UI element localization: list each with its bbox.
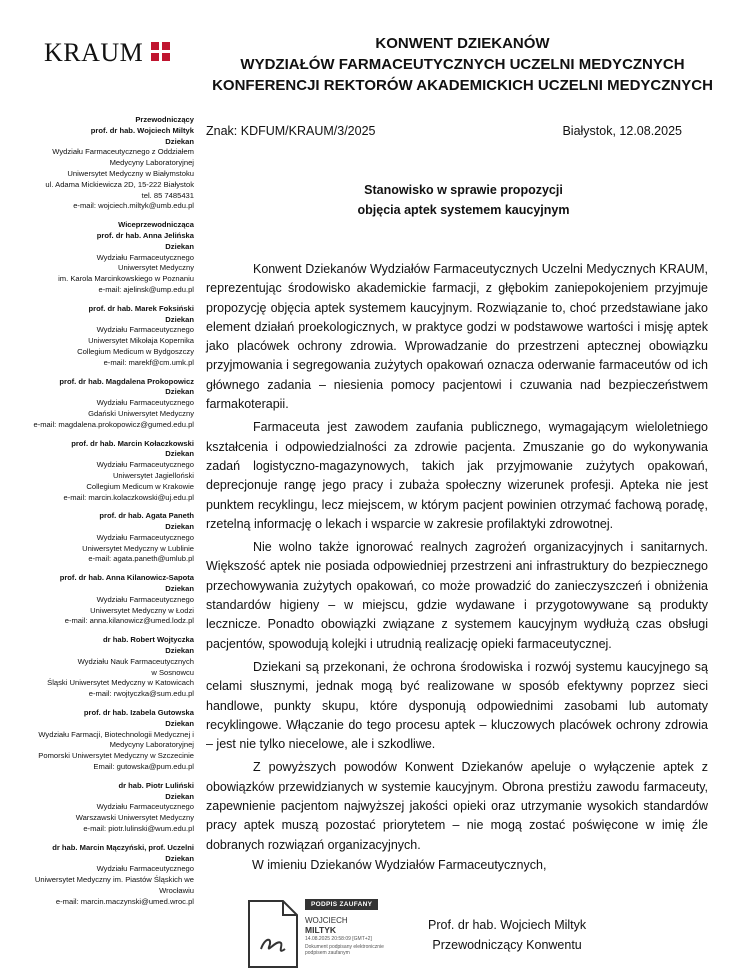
member-detail-line: Warszawski Uniwersytet Medyczny <box>75 813 194 823</box>
member-entry <box>18 377 194 431</box>
member-role: Przewodniczący <box>135 115 194 124</box>
member-position: Dziekan <box>165 646 194 656</box>
member-entry <box>18 511 194 565</box>
member-detail-line: Uniwersytet Medyczny im. Piastów Śląskich we <box>34 875 194 885</box>
member-position: Dziekan <box>165 136 194 146</box>
member-detail-line: Uniwersytet Medyczny <box>118 263 194 273</box>
member-entry <box>18 708 194 773</box>
member-detail-line: Wydziału Farmaceutycznego <box>96 325 194 335</box>
member-entry <box>18 439 194 504</box>
member-entry <box>18 781 194 835</box>
member-detail-line: e-mail: magdalena.prokopowicz@gumed.edu.pl <box>33 419 194 429</box>
stamp-note-2: podpisem zaufanym <box>305 950 350 956</box>
member-name: prof. dr hab. Agata Paneth <box>99 511 194 521</box>
member-detail-line: tel. 85 7485431 <box>141 190 194 200</box>
member-detail-line: im. Karola Marcinkowskiego w Poznaniu <box>58 274 194 284</box>
member-detail-line: Wydziału Nauk Farmaceutycznych <box>77 656 194 666</box>
member-detail-line: Wydziału Farmaceutycznego <box>96 864 194 874</box>
member-position: Dziekan <box>165 449 194 459</box>
member-detail-line: ul. Adama Mickiewicza 2D, 15-222 Białystok <box>45 179 194 189</box>
title-line-1: Stanowisko w sprawie propozycji <box>364 183 563 197</box>
paragraph-3: Nie wolno także ignorować realnych zagrożeń organizacyjnych i sanitarnych. Większość aptek nie posiada odpowiedniej przestrzeni ani infrastruktury do bezpiecznego przechowywania zużytych opakowań, co może prowadzić do zanieczyszczeń i obniżenia standardów higieny – w miejscu, gdzie wydawane i przygotowywane są produkty lecznicze. Ponadto obowiązki związane z systemem kaucyjnym wydłużą czas obsługi pacjentów, spowodują kolejki i utrudnią realizację opieki farmaceutycznej. <box>206 540 708 651</box>
member-detail-line: w Sosnowcu <box>151 667 194 677</box>
header-line-1: KONWENT DZIEKANÓW <box>375 35 550 52</box>
member-detail-line: Wydziału Farmaceutycznego <box>96 252 194 262</box>
member-name: dr hab. Robert Wojtyczka <box>103 635 194 645</box>
paragraph-2: Farmaceuta jest zawodem zaufania publicznego, wymagającym wieloletniego kształcenia i odpowiedzialności za zdrowie pacjenta. Zmuszanie go do wykonywania zadań logistyczno-magazynowych, takich jak przyjmowanie zużytych opakowań, deprecjonuje rangę jego pracy i zubaża społeczny wizerunek profesji. Apteka nie jest punktem recyklingu, lecz miejscem, w którym pacjent powinien otrzymać fachową poradę, rzetelną informację o lekach i wsparcie w zakresie profilaktyki zdrowotnej. <box>206 420 708 531</box>
member-detail-line: Uniwersytet Medyczny w Lublinie <box>82 543 194 553</box>
signoff: W imieniu Dziekanów Wydziałów Farmaceutycznych, <box>252 858 547 872</box>
member-entry <box>18 843 194 908</box>
member-detail-line: Uniwersytet Mikołaja Kopernika <box>88 336 194 346</box>
document-body <box>206 260 708 859</box>
member-position: Dziekan <box>165 853 194 863</box>
member-position: Dziekan <box>165 584 194 594</box>
paragraph-1: Konwent Dziekanów Wydziałów Farmaceutycznych Uczelni Medycznych KRAUM, reprezentując środowisko akademickie farmacji, z głębokim zaniepokojeniem przyjmuje propozycję objęcia aptek systemem kaucyjnym. Rozwiązanie to, choć przedstawiane jako element działań proekologicznych, w praktyce godzi w podstawowe wartości i misję aptek jako placówek ochrony zdrowia. Wprowadzanie do przestrzeni aptecznej obowiązku przyjmowania i segregowania zużytych opakowań oznacza oderwanie farmaceutów od ich głównego zadania – niesienia pomocy pacjentowi i czuwania nad bezpieczeństwem farmakoterapii. <box>206 262 708 412</box>
member-name: prof. dr hab. Anna Kilanowicz-Sapota <box>59 573 194 583</box>
member-detail-line: Śląski Uniwersytet Medyczny w Katowicach <box>47 678 194 688</box>
member-detail-line: Wydziału Farmacji, Biotechnologii Medycznej i <box>38 729 194 739</box>
member-position: Dziekan <box>165 387 194 397</box>
member-detail-line: e-mail: rwojtyczka@sum.edu.pl <box>88 689 194 699</box>
member-entry <box>18 220 194 296</box>
title-line-2: objęcia aptek systemem kaucyjnym <box>357 203 570 217</box>
stamp-first-name: WOJCIECH <box>305 916 348 925</box>
member-name: prof. dr hab. Anna Jelińska <box>96 230 194 240</box>
member-name: prof. dr hab. Magdalena Prokopowicz <box>59 376 194 386</box>
stamp-last-name: MILTYK <box>305 924 337 935</box>
member-detail-line: e-mail: piotr.lulinski@wum.edu.pl <box>83 824 194 834</box>
kraum-logo <box>44 38 173 68</box>
member-detail-line: e-mail: wojciech.miltyk@umb.edu.pl <box>73 201 194 211</box>
member-name: dr hab. Marcin Mączyński, prof. Uczelni <box>52 842 194 852</box>
member-detail-line: Wrocławiu <box>159 886 194 895</box>
paragraph-5: Z powyższych powodów Konwent Dziekanów apeluje o wyłączenie aptek z obowiązków przewidzianych w systemie kaucyjnym. Obrona prestiżu zawodu farmaceuty, zapewnienie pacjentom najwyższej jakości opieki oraz utrzymanie wysokich standardów pracy aptek muszą pozostać priorytetem – nie mogą zostać poświęcone w imię źle dobranych rozwiązań organizacyjnych. <box>206 760 708 852</box>
member-name: prof. dr hab. Izabela Gutowska <box>83 708 194 718</box>
member-detail-line: Collegium Medicum w Bydgoszczy <box>77 346 194 356</box>
member-position: Dziekan <box>165 718 194 728</box>
member-position: Dziekan <box>165 314 194 324</box>
place-date: Białystok, 12.08.2025 <box>562 124 682 138</box>
member-entry <box>18 304 194 369</box>
member-position: Dziekan <box>165 791 194 801</box>
document-header <box>205 33 720 96</box>
paragraph-4: Dziekani są przekonani, że ochrona środowiska i rozwój systemu kaucyjnego są celami słusznymi, jednak mogą być realizowane w sposób efektywny poprzez sieci handlowe, punkty skupu, które dysponują odpowiednimi zasobami lub automaty recyklingowe. Włączanie do tego procesu aptek – kluczowych placówek ochrony zdrowia – jest nie tylko niecelowe, ale i szkodliwe. <box>206 659 708 752</box>
stamp-note-1: Dokument podpisany elektronicznie <box>305 944 384 950</box>
document-title <box>206 180 721 220</box>
member-detail-line: Wydziału Farmaceutycznego <box>96 594 194 604</box>
document-meta <box>206 124 682 138</box>
header-line-3: KONFERENCJI REKTORÓW AKADEMICKICH UCZELNI MEDYCZNYCH <box>212 77 713 94</box>
member-detail-line: e-mail: agata.paneth@umlub.pl <box>88 554 194 564</box>
member-detail-line: Uniwersytet Jagielloński <box>112 470 194 480</box>
trusted-signature-stamp <box>247 899 402 969</box>
document-signature-icon <box>247 899 299 969</box>
member-entry <box>18 635 194 700</box>
member-role: Wiceprzewodnicząca <box>118 220 194 230</box>
member-name: prof. dr hab. Wojciech Miltyk <box>90 125 194 135</box>
member-detail-line: e-mail: ajelinsk@ump.edu.pl <box>98 284 194 294</box>
stamp-timestamp: 14.08.2025 20:58:09 [GMT+2] <box>305 936 372 942</box>
member-detail-line: Uniwersytet Medyczny w Łodzi <box>90 605 194 615</box>
member-detail-line: Collegium Medicum w Krakowie <box>86 481 194 491</box>
member-detail-line: Medycyny Laboratoryjnej <box>109 158 194 168</box>
signature-name: Prof. dr hab. Wojciech Miltyk <box>428 918 587 932</box>
signature-role: Przewodniczący Konwentu <box>432 938 582 952</box>
member-detail-line: Pomorski Uniwersytet Medyczny w Szczecinie <box>38 751 194 761</box>
logo-text: KRAUM <box>44 38 144 67</box>
member-detail-line: e-mail: marcin.maczynski@umed.wroc.pl <box>55 896 194 906</box>
stamp-badge: PODPIS ZAUFANY <box>305 899 378 910</box>
member-detail-line: Wydziału Farmaceutycznego <box>96 398 194 408</box>
member-detail-line: Gdański Uniwersytet Medyczny <box>88 408 194 418</box>
member-entry <box>18 115 194 212</box>
member-detail-line: e-mail: anna.kilanowicz@umed.lodz.pl <box>64 616 194 626</box>
member-detail-line: Wydziału Farmaceutycznego <box>96 802 194 812</box>
member-entry <box>18 573 194 627</box>
stamp-details <box>305 936 405 956</box>
member-position: Dziekan <box>165 522 194 532</box>
member-name: prof. dr hab. Marek Foksiński <box>88 303 194 313</box>
member-detail-line: Uniwersytet Medyczny w Białymstoku <box>67 168 194 178</box>
member-detail-line: Wydziału Farmaceutycznego <box>96 532 194 542</box>
member-detail-line: e-mail: marekf@cm.umk.pl <box>103 357 194 367</box>
logo-mark-icon <box>151 42 173 64</box>
members-sidebar <box>18 115 194 916</box>
member-name: dr hab. Piotr Luliński <box>118 780 194 790</box>
reference-number: Znak: KDFUM/KRAUM/3/2025 <box>206 124 376 138</box>
member-detail-line: Wydziału Farmaceutycznego z Oddziałem <box>52 147 194 157</box>
member-position: Dziekan <box>165 241 194 251</box>
member-detail-line: Wydziału Farmaceutycznego <box>96 460 194 470</box>
member-detail-line: Medycyny Laboratoryjnej <box>109 740 194 750</box>
member-name: prof. dr hab. Marcin Kołaczkowski <box>71 438 194 448</box>
member-detail-line: Email: gutowska@pum.edu.pl <box>93 762 194 772</box>
signature-block <box>428 915 586 955</box>
member-detail-line: e-mail: marcin.kolaczkowski@uj.edu.pl <box>63 492 194 502</box>
header-line-2: WYDZIAŁÓW FARMACEUTYCZNYCH UCZELNI MEDYCZNYCH <box>240 56 685 73</box>
stamp-name <box>305 916 348 935</box>
